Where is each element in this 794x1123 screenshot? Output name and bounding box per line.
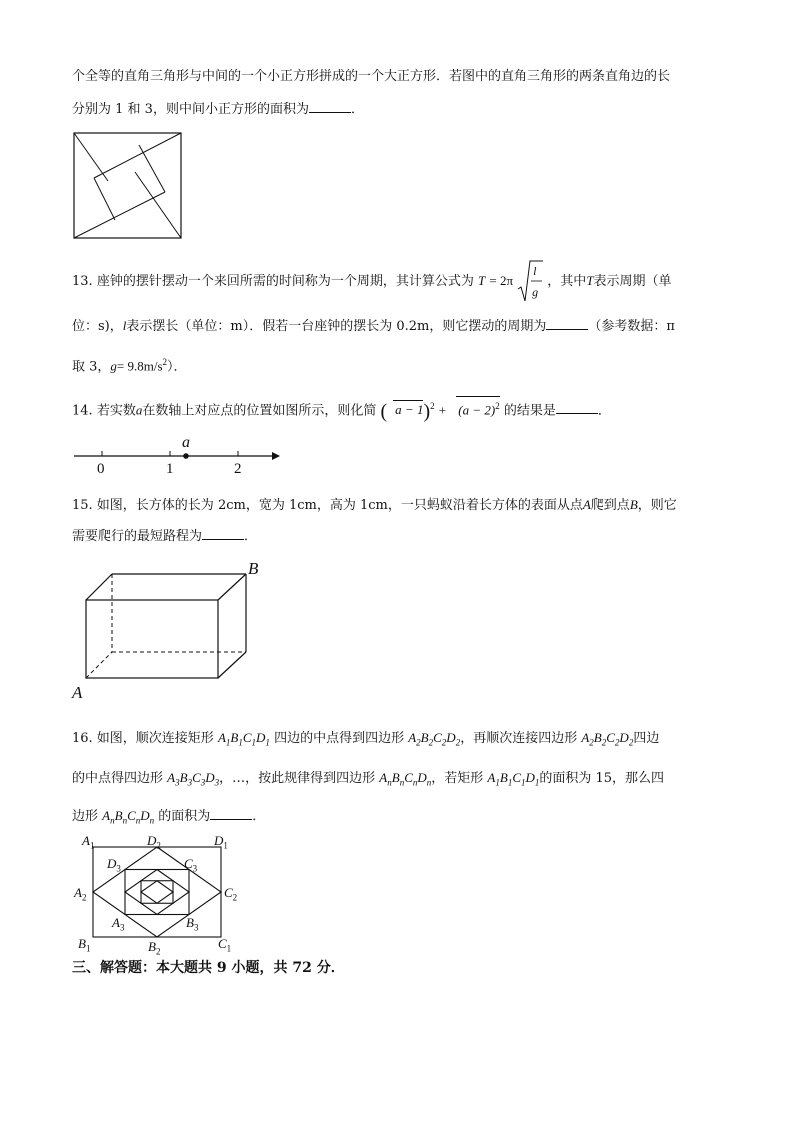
q13-text: 表示周期（单: [593, 274, 672, 289]
q16-line3: [72, 807, 265, 830]
point-A-ref: A: [582, 497, 591, 512]
triangle-edge: [74, 192, 165, 238]
q12-text-line1: 个全等的直角三角形与中间的一个小正方形拼成的一个大正方形．若图中的直角三角形的两条直角边的长: [72, 69, 671, 84]
expr-a-minus-2: (a − 2): [458, 402, 496, 418]
label-A2: $A_2$: [74, 885, 87, 903]
rhombus-6: [141, 881, 173, 904]
q14-text: 在数轴上对应点的位置如图所示，则化简: [142, 403, 377, 419]
var-g: g: [110, 358, 117, 374]
formula-eq: = 2π: [489, 273, 514, 288]
numerator-l: l: [533, 263, 537, 278]
cuboid-edge: [218, 574, 246, 600]
exponent: 2: [430, 401, 435, 411]
point-B-ref: B: [629, 497, 638, 512]
arrow-icon: [272, 452, 280, 460]
tick-label-1: 1: [166, 461, 174, 477]
q13-line1: [72, 263, 672, 299]
q12-text-line2: [72, 100, 364, 119]
var-l: l: [122, 318, 127, 333]
q16-text: 的面积为: [158, 809, 211, 824]
quad-AnBnCnDn: $A_nB_nC_nD_n$: [379, 770, 432, 788]
denominator-g: g: [532, 284, 539, 299]
q13-text: 座钟的摆针摆动一个来回所需的时间称为一个周期，其计算公式为: [96, 274, 474, 289]
quad-AnBnCnDn: $A_nB_nC_nD_n$: [102, 808, 155, 826]
quad-A2B2C2D2: $A_2B_2C_2D_2$: [581, 730, 634, 748]
q13-line3: [72, 353, 187, 376]
pinwheel-square-figure: [73, 132, 183, 240]
answer-blank: [202, 527, 244, 540]
q13-text: ）．: [167, 359, 187, 375]
label-B: B: [248, 559, 259, 578]
label-A3: $A_3$: [112, 915, 125, 933]
q14-text: 的结果是: [503, 403, 556, 419]
tick-label-2: 2: [234, 461, 242, 477]
q16-text: 四边: [633, 731, 660, 746]
label-B3: $B_3$: [186, 915, 199, 933]
label-A1: $A_1$: [82, 833, 95, 851]
answer-blank: [546, 317, 588, 330]
label-D2: $D_2$: [147, 833, 161, 851]
rhombus-4: [125, 870, 189, 915]
outer-square: [74, 133, 181, 238]
hidden-edge: [86, 652, 112, 678]
q13-text: ，其中: [547, 274, 587, 289]
cuboid-front-face: [86, 600, 218, 678]
q15-line2: [72, 527, 257, 546]
q15-text: 15. 如图，长方体的长为 2cm，宽为 1cm，高为 1cm，一只蚂蚁沿着长方体的表面从点: [72, 498, 583, 513]
var-a: a: [135, 402, 143, 418]
rect-3: [125, 870, 189, 915]
q16-line1: [72, 729, 659, 752]
period: ．: [252, 809, 266, 824]
point-label-a: a: [182, 434, 190, 451]
answer-blank: [210, 807, 252, 820]
answer-blank: [309, 100, 351, 113]
expr-a-minus-1: a − 1: [395, 402, 424, 418]
rect-5: [141, 881, 173, 904]
q16-text: 16. 如图，顺次连接矩形: [72, 731, 214, 746]
q13-line2: [72, 317, 675, 336]
var-T: T: [477, 273, 486, 288]
period: ．: [244, 529, 258, 544]
plus-sign: +: [438, 402, 447, 418]
q16-text: 的中点得四边形: [72, 771, 164, 786]
label-C2: $C_2$: [224, 885, 238, 903]
cuboid-edge: [86, 574, 112, 600]
exponent: 2: [162, 357, 168, 367]
q13-text: 表示摆长（单位：m）．假若一台座钟的摆长为 0.2m，则它摆动的周期为: [126, 319, 547, 334]
radicand-2: [456, 396, 499, 419]
q14-text: 若实数: [96, 403, 136, 419]
section-heading: 三、解答题：本大题共 9 小题，共 72 分．: [72, 960, 345, 976]
q16-line2: [72, 769, 664, 792]
radicand-1: [393, 400, 423, 419]
question-number: 13.: [72, 274, 93, 289]
q16-text: ，再顺次连接四边形: [460, 731, 578, 746]
label-B1: $B_1$: [78, 936, 91, 954]
q13-text: 取 3，: [72, 359, 111, 375]
q13-text: = 9.8m/s: [116, 358, 163, 374]
period: ．: [350, 102, 364, 117]
triangle-edge: [135, 172, 181, 238]
quad-A3B3C3D3: $A_3B_3C_3D_3$: [167, 770, 220, 788]
period: ．: [597, 403, 611, 419]
var-T: T: [586, 273, 594, 288]
sqrt-fraction: [517, 263, 543, 299]
q13-text: 位：s)，: [72, 319, 123, 334]
q16-text: 边形: [72, 809, 99, 824]
label-C1: $C_1$: [218, 936, 232, 954]
q16-text: 的面积为 15，那么四: [539, 771, 665, 786]
label-D1: $D_1$: [214, 833, 228, 851]
triangle-edge: [94, 178, 115, 220]
q15-line1: [72, 496, 677, 515]
q13-text: （参考数据：π: [588, 319, 675, 334]
q16-text: 四边的中点得到四边形: [274, 731, 405, 746]
q15-text: 爬到点: [590, 498, 630, 513]
question-number: 14.: [72, 403, 93, 419]
q16-text: ，…，按此规律得到四边形: [219, 771, 376, 786]
rect-A1B1C1D1: $A_1B_1C_1D_1$: [217, 730, 270, 748]
rect-A1B1C1D1: $A_1B_1C_1D_1$: [487, 770, 540, 788]
q15-text: 需要爬行的最短路程为: [72, 529, 203, 544]
q14-line1: 14. 若实数a在数轴上对应点的位置如图所示，则化简 ( $a - 1)^2 + (a - 2)^2$ 的结果是 ．: [72, 396, 611, 420]
label-C3: $C_3$: [184, 856, 198, 874]
q12-text: 分别为 1 和 3，则中间小正方形的面积为: [72, 102, 309, 117]
quad-A2B2C2D2: $A_2B_2C_2D_2$: [408, 730, 461, 748]
cuboid-edge: [218, 652, 246, 678]
triangle-edge: [139, 145, 165, 192]
cuboid-figure: [84, 572, 250, 682]
tick-label-0: 0: [97, 461, 105, 477]
q16-text: ，若矩形: [431, 771, 484, 786]
exponent: 2: [495, 401, 500, 411]
triangle-edge: [94, 133, 181, 178]
label-D3: $D_3$: [107, 856, 121, 874]
point-a: [183, 453, 189, 459]
q15-text: ，则它: [637, 498, 677, 513]
answer-blank: [556, 401, 598, 414]
label-A: A: [72, 683, 83, 702]
label-B2: $B_2$: [148, 939, 161, 957]
